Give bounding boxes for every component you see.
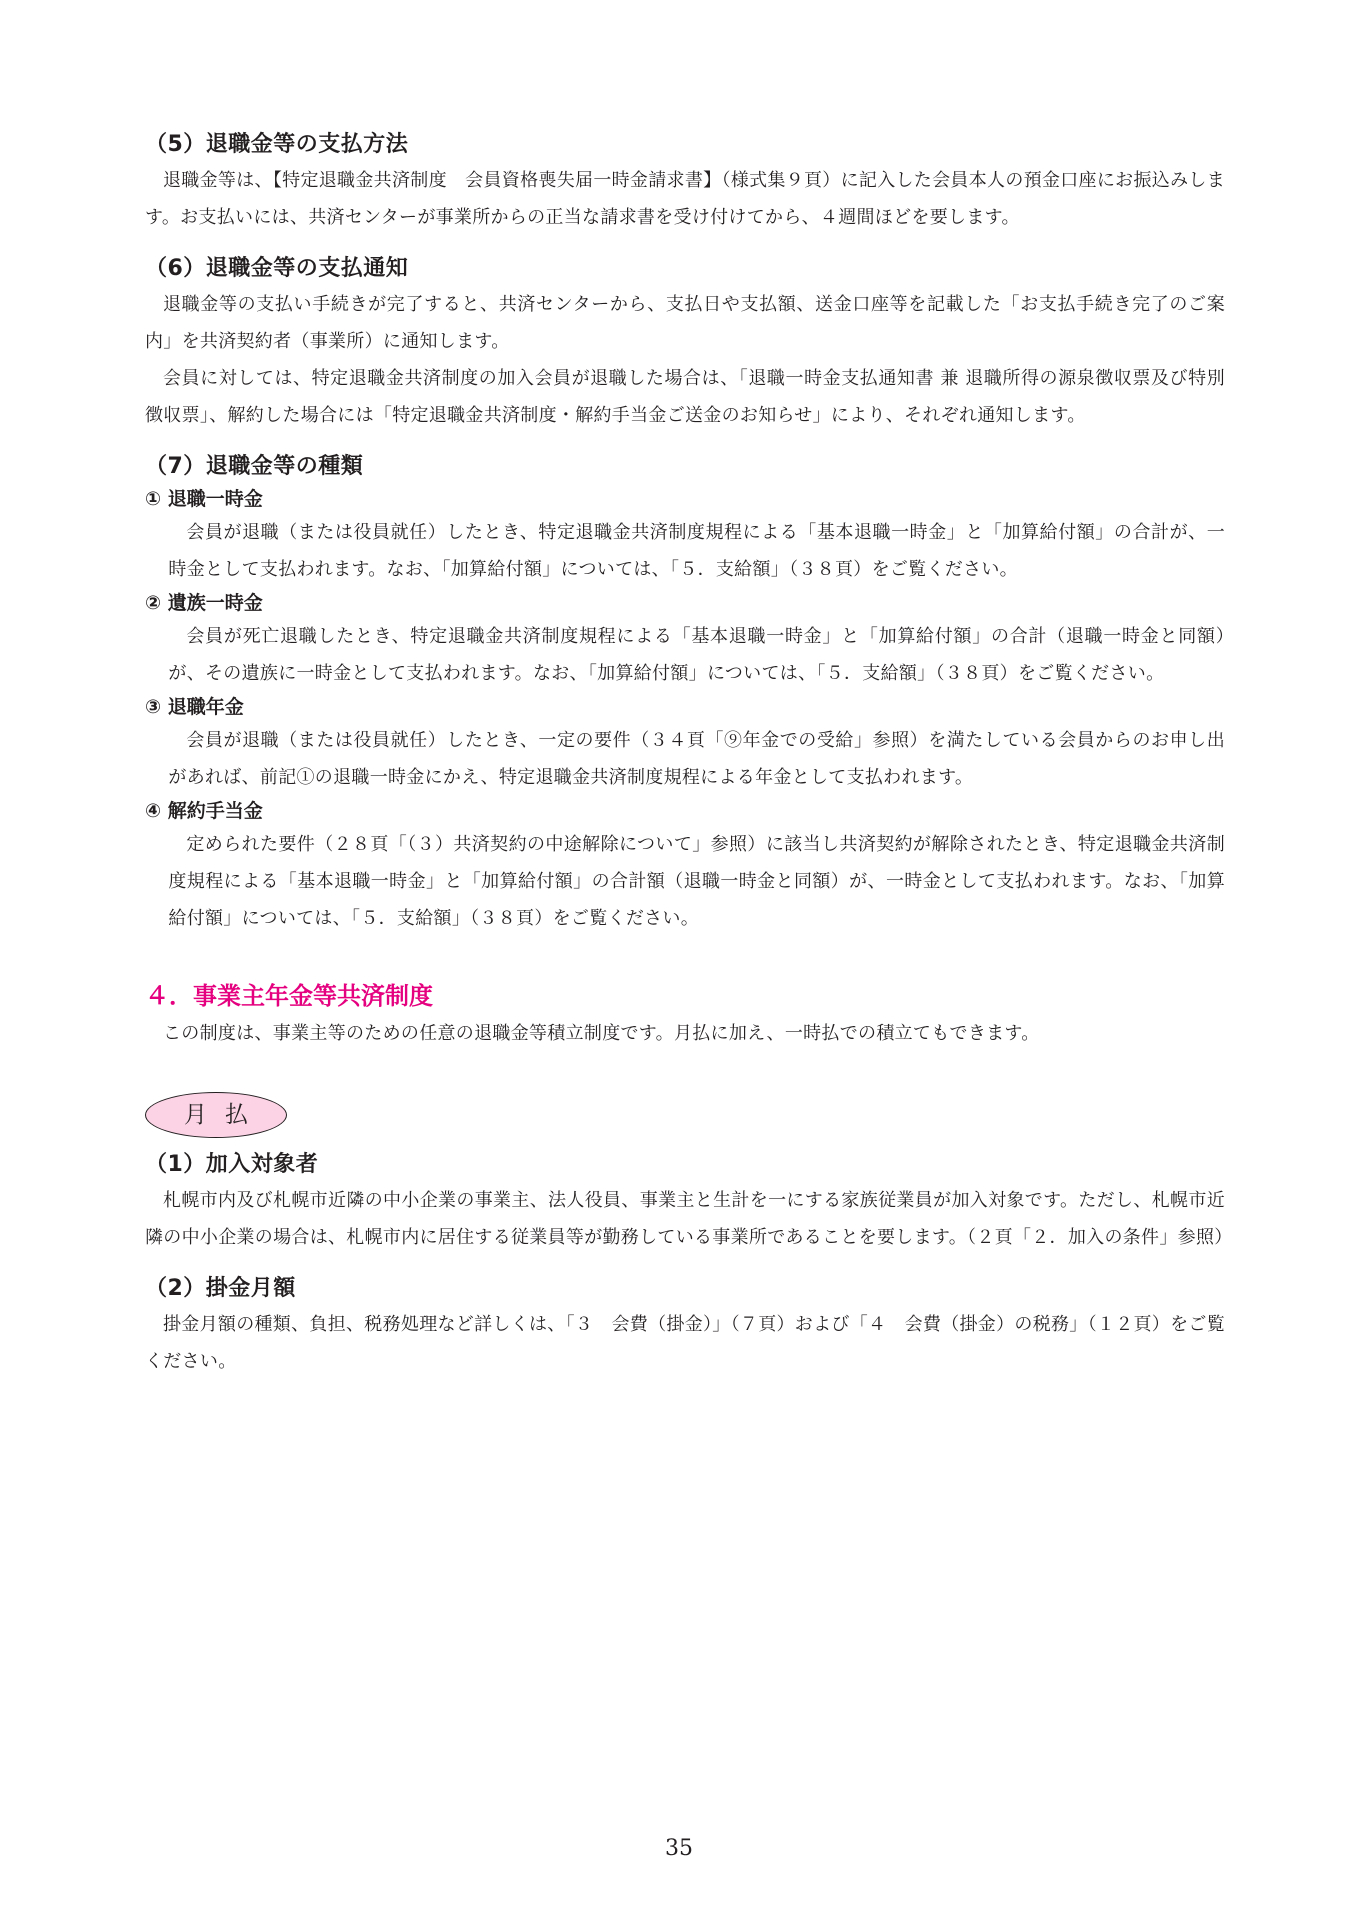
chapter-4-intro: この制度は、事業主等のための任意の退職金等積立制度です。月払に加え、一時払での積立てもできます。 [163,1023,1040,1044]
section-heading-m1: （1）加入対象者 [145,1152,319,1177]
section-heading-m2: （2）掛金月額 [145,1276,296,1301]
item-title-bereaved-lump-sum: ② 遺族一時金 [145,592,263,614]
page-number: 35 [665,1836,693,1861]
list-item [145,588,1244,692]
section-6-paragraph-1: 退職金等の支払い手続きが完了すると、共済センターから、支払日や支払額、送金口座等を記載した「お支払手続き完了のご案内」を共済契約者（事業所）に通知します。 [145,294,1225,352]
item-text: 会員が退職（または役員就任）したとき、一定の要件（３４頁「⑨年金での受給」参照）を満たしている会員からのお申し出があれば、前記①の退職一時金にかえ、特定退職金共済制度規程による年金として支払われます。 [168,730,1225,788]
item-title-retirement-lump-sum: ① 退職一時金 [145,488,263,510]
item-title-retirement-pension: ③ 退職年金 [145,696,244,718]
section-6-paragraph-2: 会員に対しては、特定退職金共済制度の加入会員が退職した場合は、「退職一時金支払通知書 兼 退職所得の源泉徴収票及び特別徴収票」、解約した場合には「特定退職金共済制度・解約手当金ご送金のお知らせ」により、それぞれ通知します。 [145,368,1225,426]
page-content [145,128,1244,1380]
section-m1-paragraph-1: 札幌市内及び札幌市近隣の中小企業の事業主、法人役員、事業主と生計を一にする家族従業員が加入対象です。ただし、札幌市近隣の中小企業の場合は、札幌市内に居住する従業員等が勤務している事業所であることを要します。（２頁「２．加入の条件」参照） [145,1190,1233,1248]
section-5-paragraph-1: 退職金等は、【特定退職金共済制度 会員資格喪失届一時金請求書】（様式集９頁）に記入した会員本人の預金口座にお振込みします。お支払いには、共済センターが事業所からの正当な請求書を受け付けてから、４週間ほどを要します。 [145,170,1225,228]
chapter-heading-4: ４．事業主年金等共済制度 [145,982,433,1010]
section-heading-7: （7）退職金等の種類 [145,454,364,479]
list-item [145,796,1225,937]
section-heading-6: （6）退職金等の支払通知 [145,256,409,281]
list-item [145,484,1225,588]
section-m2-paragraph-1: 掛金月額の種類、負担、税務処理など詳しくは、「３ 会費（掛金）」（７頁）および「４ 会費（掛金）の税務」（１２頁）をご覧ください。 [145,1314,1225,1372]
section-heading-5: （5）退職金等の支払方法 [145,132,409,157]
monthly-payment-badge: 月払 [145,1092,287,1138]
item-title-cancellation-allowance: ④ 解約手当金 [145,800,263,822]
item-text: 会員が死亡退職したとき、特定退職金共済制度規程による「基本退職一時金」と「加算給付額」の合計（退職一時金と同額） が、その遺族に一時金として支払われます。なお、「加算給付額」については、「５．支給額」（３８頁）をご覧ください。 [168,626,1244,684]
item-text: 会員が退職（または役員就任）したとき、特定退職金共済制度規程による「基本退職一時金」と「加算給付額」の合計が、一時金として支払われます。なお、「加算給付額」については、「５．支給額」（３８頁）をご覧ください。 [168,522,1225,580]
item-text: 定められた要件（２８頁「（３）共済契約の中途解除について」参照）に該当し共済契約が解除されたとき、特定退職金共済制度規程による「基本退職一時金」と「加算給付額」の合計額（退職一時金と同額）が、一時金として支払われます。なお、「加算給付額」については、「５．支給額」（３８頁）をご覧ください。 [168,834,1225,929]
list-item [145,692,1225,796]
